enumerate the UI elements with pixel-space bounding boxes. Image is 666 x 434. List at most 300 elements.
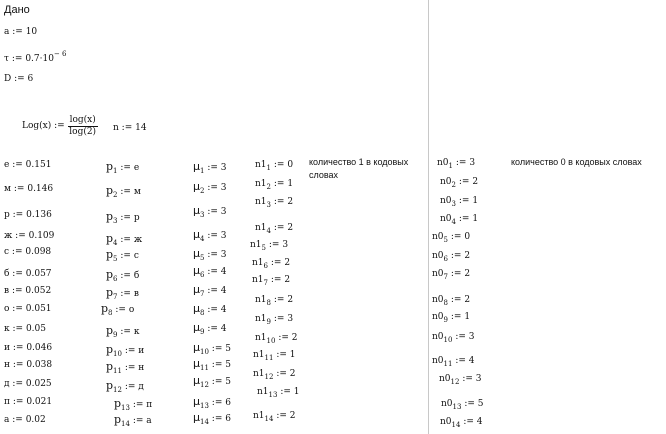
probability-value: 0.146 — [27, 184, 54, 194]
assign-op: := — [450, 232, 462, 242]
var-value: 10 — [25, 27, 38, 37]
mu-value: 5 — [225, 377, 231, 387]
subscript-index: 2 — [266, 183, 271, 191]
subscript-index: 12 — [264, 373, 274, 381]
n1-symbol: n1 — [250, 240, 262, 250]
given-D[interactable] — [4, 75, 33, 84]
subscript-index: 2 — [451, 181, 456, 189]
mu-definition[interactable] — [193, 284, 227, 296]
probability-definition[interactable] — [4, 232, 54, 241]
subscript-index: 11 — [264, 354, 274, 362]
n1-value: 3 — [282, 240, 289, 250]
mu-symbol: μ — [193, 247, 200, 260]
assign-op: := — [120, 235, 131, 245]
subscript-index: 9 — [443, 316, 448, 324]
n0-symbol: n0 — [432, 312, 444, 322]
assign-op: := — [211, 414, 223, 424]
n1-definition[interactable] — [253, 351, 296, 360]
n0-value: 2 — [464, 295, 471, 305]
probability-value: 0.098 — [25, 247, 52, 257]
n1-definition[interactable] — [252, 259, 290, 268]
assign-op: := — [450, 251, 462, 261]
n1-symbol: n1 — [255, 314, 267, 324]
assign-op: := — [450, 269, 462, 279]
subscript-index: 4 — [200, 235, 205, 243]
subscript-index: 7 — [113, 293, 118, 301]
n0-definition[interactable] — [432, 270, 470, 279]
probability-value: 0.025 — [25, 379, 52, 389]
assign-op: := — [273, 314, 285, 324]
probability-definition[interactable] — [4, 416, 46, 425]
p-definition[interactable] — [106, 361, 144, 373]
p-symbol: p — [106, 286, 114, 299]
symbol: о — [128, 305, 135, 315]
subscript-index: 13 — [200, 402, 209, 410]
symbol: р — [133, 213, 140, 223]
probability-value: 0.05 — [25, 324, 46, 334]
p-definition[interactable] — [106, 233, 142, 245]
subscript-index: 1 — [448, 162, 453, 170]
mu-symbol: μ — [193, 283, 200, 296]
n0-definition[interactable] — [432, 296, 470, 305]
subscript-index: 4 — [451, 218, 456, 226]
mu-definition[interactable] — [193, 229, 227, 241]
assign-op: := — [276, 350, 287, 360]
n1-symbol: n1 — [252, 275, 264, 285]
assign-op: := — [132, 416, 144, 426]
assign-op: := — [463, 417, 474, 427]
n1-definition[interactable] — [252, 276, 290, 285]
mu-definition[interactable] — [193, 205, 227, 217]
n0-value: 3 — [469, 158, 476, 168]
n0-symbol: n0 — [440, 417, 452, 427]
assign-op: := — [54, 121, 65, 131]
subscript-index: 1 — [113, 167, 118, 175]
assign-op: := — [12, 304, 23, 314]
p-symbol: p — [106, 379, 114, 392]
probability-value: 0.038 — [26, 360, 53, 370]
mu-definition[interactable] — [193, 303, 227, 315]
n0-definition[interactable] — [432, 313, 470, 322]
mu-value: 4 — [220, 324, 227, 334]
p-definition[interactable] — [114, 414, 152, 426]
probability-value: 0.051 — [25, 304, 52, 314]
n1-value: 2 — [289, 411, 296, 421]
assign-op: := — [207, 231, 218, 241]
p-definition[interactable] — [106, 269, 139, 281]
n0-definition[interactable] — [432, 233, 470, 242]
symbol: б — [133, 271, 140, 281]
n1-value: 2 — [289, 369, 296, 379]
n0-value: 3 — [475, 374, 482, 384]
symbol: п — [4, 397, 10, 407]
p-definition[interactable] — [106, 344, 144, 356]
n0-definition[interactable] — [432, 333, 475, 342]
n1-symbol: n1 — [255, 160, 267, 170]
probability-definition[interactable] — [4, 185, 53, 194]
assign-op: := — [124, 346, 136, 356]
subscript-index: 2 — [200, 187, 205, 195]
n0-symbol: n0 — [440, 177, 452, 187]
mu-symbol: μ — [193, 302, 200, 315]
p-definition[interactable] — [106, 249, 139, 261]
assign-op: := — [12, 415, 23, 425]
probability-definition[interactable] — [4, 398, 52, 407]
assign-op: := — [455, 356, 466, 366]
assign-op: := — [276, 369, 287, 379]
mu-value: 3 — [220, 207, 227, 217]
assign-op: := — [450, 312, 462, 322]
n0-symbol: n0 — [440, 196, 452, 206]
n1-definition[interactable] — [255, 180, 293, 189]
p-definition[interactable] — [101, 303, 134, 315]
mu-symbol: μ — [193, 180, 200, 193]
n1-symbol: n1 — [257, 387, 269, 397]
p-symbol: p — [106, 248, 114, 261]
mu-definition[interactable] — [193, 412, 231, 424]
subscript-index: 14 — [121, 420, 130, 428]
mu-definition[interactable] — [193, 265, 227, 277]
mu-value: 4 — [220, 286, 227, 296]
symbol: е — [4, 160, 10, 170]
subscript-index: 12 — [450, 378, 460, 386]
p-definition[interactable] — [106, 325, 139, 337]
assign-op: := — [132, 400, 144, 410]
n1-definition[interactable] — [255, 334, 298, 343]
assign-op: := — [120, 187, 131, 197]
assign-op: := — [13, 184, 25, 194]
n1-count-label-cont: словах — [309, 170, 339, 180]
symbol: ж — [4, 231, 13, 241]
probability-value: 0.046 — [26, 343, 53, 353]
probability-definition[interactable] — [4, 287, 51, 296]
n0-value: 1 — [472, 214, 479, 224]
symbol: н — [4, 360, 10, 370]
log-lhs: Log(x) — [22, 121, 52, 131]
n1-value: 2 — [287, 223, 294, 233]
n1-value: 2 — [291, 333, 298, 343]
var-value: 14 — [135, 123, 147, 133]
n1-definition[interactable] — [257, 388, 300, 397]
assign-op: := — [124, 363, 136, 373]
n1-definition[interactable] — [253, 412, 296, 421]
p-symbol: p — [106, 160, 114, 173]
assign-op: := — [12, 343, 24, 353]
var-name: D — [4, 74, 12, 84]
symbol: н — [138, 363, 145, 373]
symbol: а — [146, 416, 152, 426]
symbol: б — [4, 269, 10, 279]
subscript-index: 3 — [200, 211, 205, 219]
n0-definition[interactable] — [441, 400, 484, 409]
assign-op: := — [211, 377, 223, 387]
n0-symbol: n0 — [432, 232, 444, 242]
assign-op: := — [207, 207, 218, 217]
n1-symbol: n1 — [253, 369, 265, 379]
n0-definition[interactable] — [440, 197, 478, 206]
symbol: с — [4, 247, 10, 257]
assign-op: := — [120, 327, 131, 337]
subscript-index: 7 — [443, 273, 448, 281]
symbol: к — [133, 327, 140, 337]
subscript-index: 11 — [200, 364, 209, 372]
mu-symbol: μ — [193, 374, 200, 387]
p-symbol: p — [106, 360, 114, 373]
p-definition[interactable] — [106, 287, 139, 299]
mu-value: 3 — [220, 250, 227, 260]
given-tau[interactable] — [4, 50, 67, 64]
assign-op: := — [455, 332, 466, 342]
subscript-index: 8 — [443, 299, 448, 307]
n1-definition[interactable] — [255, 296, 293, 305]
mu-symbol: μ — [193, 341, 200, 354]
assign-op: := — [458, 214, 470, 224]
assign-op: := — [12, 324, 24, 334]
exponent: − 6 — [53, 50, 67, 58]
assign-op: := — [464, 399, 475, 409]
assign-op: := — [211, 360, 223, 370]
assign-op: := — [12, 397, 24, 407]
n0-definition[interactable] — [437, 159, 475, 168]
subscript-index: 6 — [263, 262, 268, 270]
mu-symbol: μ — [193, 204, 200, 217]
n1-definition[interactable] — [253, 370, 296, 379]
log-fraction — [68, 116, 98, 137]
probability-definition[interactable] — [4, 380, 52, 389]
assign-op: := — [280, 387, 291, 397]
var-name: τ — [4, 54, 9, 64]
subscript-index: 5 — [443, 236, 448, 244]
subscript-index: 3 — [113, 217, 118, 225]
subscript-index: 10 — [200, 348, 209, 356]
subscript-index: 12 — [200, 381, 209, 389]
subscript-index: 7 — [200, 290, 205, 298]
n1-count-label: количество 1 в кодовых — [309, 157, 409, 167]
n-definition[interactable] — [113, 124, 147, 133]
n0-definition[interactable] — [440, 215, 478, 224]
assign-op: := — [12, 160, 23, 170]
p-symbol: p — [101, 302, 109, 315]
symbol: в — [133, 289, 139, 299]
p-definition[interactable] — [114, 398, 152, 410]
n0-definition[interactable] — [432, 252, 470, 261]
n0-value: 5 — [477, 399, 484, 409]
assign-op: := — [270, 275, 282, 285]
assign-op: := — [11, 247, 23, 257]
mu-symbol: μ — [193, 395, 200, 408]
subscript-index: 4 — [113, 239, 118, 247]
mu-definition[interactable] — [193, 248, 227, 260]
assign-op: := — [12, 360, 24, 370]
mu-value: 5 — [225, 360, 231, 370]
subscript-index: 4 — [266, 227, 271, 235]
n1-definition[interactable] — [255, 315, 293, 324]
assign-op: := — [12, 27, 23, 37]
probability-value: 0.151 — [25, 160, 52, 170]
assign-op: := — [12, 269, 23, 279]
assign-op: := — [268, 240, 280, 250]
probability-definition[interactable] — [4, 270, 52, 279]
probability-definition[interactable] — [4, 361, 52, 370]
n0-symbol: n0 — [432, 356, 444, 366]
n1-definition[interactable] — [255, 198, 293, 207]
symbol: м — [4, 184, 12, 194]
subscript-index: 14 — [200, 418, 209, 426]
symbol: и — [4, 343, 10, 353]
probability-value: 0.02 — [25, 415, 46, 425]
subscript-index: 10 — [113, 350, 122, 358]
n0-definition[interactable] — [439, 375, 482, 384]
assign-op: := — [273, 160, 285, 170]
mu-definition[interactable] — [193, 358, 231, 370]
n0-definition[interactable] — [432, 357, 475, 366]
symbol: м — [133, 187, 141, 197]
p-definition[interactable] — [106, 161, 139, 173]
subscript-index: 6 — [113, 275, 118, 283]
assign-op: := — [207, 250, 218, 260]
p-symbol: p — [106, 324, 114, 337]
subscript-index: 5 — [261, 244, 266, 252]
probability-definition[interactable] — [4, 211, 52, 220]
symbol: р — [4, 210, 10, 220]
probability-definition[interactable] — [4, 325, 46, 334]
mu-definition[interactable] — [193, 181, 227, 193]
subscript-index: 11 — [443, 360, 453, 368]
subscript-index: 6 — [443, 255, 448, 263]
p-symbol: p — [106, 268, 114, 281]
p-symbol: p — [106, 343, 114, 356]
p-definition[interactable] — [106, 380, 144, 392]
assign-op: := — [273, 197, 285, 207]
page-break-line — [428, 0, 429, 434]
assign-op: := — [120, 251, 131, 261]
n0-symbol: n0 — [432, 295, 444, 305]
n1-definition[interactable] — [255, 224, 293, 233]
mu-definition[interactable] — [193, 161, 227, 173]
assign-op: := — [211, 344, 223, 354]
probability-definition[interactable] — [4, 344, 52, 353]
assign-op: := — [207, 324, 218, 334]
var-value: 0.7·10 — [25, 54, 54, 64]
assign-op: := — [120, 271, 131, 281]
assign-op: := — [273, 179, 285, 189]
n0-value: 2 — [472, 177, 479, 187]
n1-value: 0 — [287, 160, 294, 170]
n0-value: 4 — [468, 356, 475, 366]
subscript-index: 8 — [200, 309, 205, 317]
mu-definition[interactable] — [193, 342, 231, 354]
n1-symbol: n1 — [255, 179, 267, 189]
assign-op: := — [121, 123, 133, 133]
n0-definition[interactable] — [440, 418, 483, 427]
n0-definition[interactable] — [440, 178, 478, 187]
assign-op: := — [120, 213, 131, 223]
mu-value: 4 — [220, 305, 227, 315]
mu-value: 6 — [225, 414, 231, 424]
mu-definition[interactable] — [193, 375, 231, 387]
n1-definition[interactable] — [250, 241, 288, 250]
n0-value: 2 — [464, 269, 471, 279]
symbol: ж — [133, 235, 143, 245]
mu-value: 4 — [220, 267, 227, 277]
mu-value: 3 — [220, 183, 227, 193]
symbol: о — [4, 304, 10, 314]
assign-op: := — [207, 286, 218, 296]
assign-op: := — [120, 163, 131, 173]
n1-symbol: n1 — [252, 258, 264, 268]
log-numerator: log(x) — [69, 115, 96, 125]
var-name: a — [4, 27, 10, 37]
symbol: д — [4, 379, 10, 389]
subscript-index: 13 — [268, 391, 278, 399]
subscript-index: 2 — [113, 191, 118, 199]
subscript-index: 1 — [266, 164, 271, 172]
n0-symbol: n0 — [432, 332, 444, 342]
probability-definition[interactable] — [4, 248, 51, 257]
mu-symbol: μ — [193, 411, 200, 424]
assign-op: := — [115, 305, 126, 315]
mu-definition[interactable] — [193, 396, 231, 408]
subscript-index: 8 — [266, 299, 271, 307]
mu-symbol: μ — [193, 228, 200, 241]
n0-symbol: n0 — [432, 269, 444, 279]
subscript-index: 10 — [443, 336, 453, 344]
assign-op: := — [458, 177, 470, 187]
given-heading: Дано — [4, 4, 30, 16]
mu-symbol: μ — [193, 357, 200, 370]
probability-definition[interactable] — [4, 161, 51, 170]
assign-op: := — [12, 379, 23, 389]
n1-symbol: n1 — [255, 197, 267, 207]
assign-op: := — [124, 382, 136, 392]
symbol: е — [133, 163, 140, 173]
probability-definition[interactable] — [4, 305, 52, 314]
p-definition[interactable] — [106, 185, 141, 197]
given-a[interactable] — [4, 28, 37, 37]
subscript-index: 3 — [451, 200, 456, 208]
n0-value: 3 — [468, 332, 475, 342]
probability-value: 0.057 — [25, 269, 52, 279]
subscript-index: 5 — [113, 255, 118, 263]
n1-value: 1 — [289, 350, 296, 360]
n0-symbol: n0 — [439, 374, 451, 384]
subscript-index: 13 — [452, 403, 462, 411]
subscript-index: 1 — [200, 167, 205, 175]
probability-value: 0.052 — [25, 286, 52, 296]
symbol: и — [138, 346, 145, 356]
p-symbol: p — [106, 232, 114, 245]
n1-value: 1 — [293, 387, 300, 397]
assign-op: := — [462, 374, 473, 384]
n1-definition[interactable] — [255, 161, 293, 170]
assign-op: := — [273, 295, 285, 305]
n0-value: 1 — [464, 312, 471, 322]
n0-value: 2 — [464, 251, 471, 261]
n1-symbol: n1 — [253, 411, 265, 421]
symbol: в — [4, 286, 10, 296]
n1-value: 2 — [287, 295, 294, 305]
subscript-index: 7 — [263, 279, 268, 287]
log-denominator: log(2) — [69, 127, 97, 137]
mu-definition[interactable] — [193, 322, 227, 334]
n0-value: 4 — [476, 417, 483, 427]
subscript-index: 14 — [451, 421, 461, 429]
subscript-index: 12 — [113, 386, 122, 394]
log-definition[interactable] — [22, 116, 98, 137]
p-definition[interactable] — [106, 211, 140, 223]
symbol: а — [4, 415, 10, 425]
symbol: д — [138, 382, 144, 392]
